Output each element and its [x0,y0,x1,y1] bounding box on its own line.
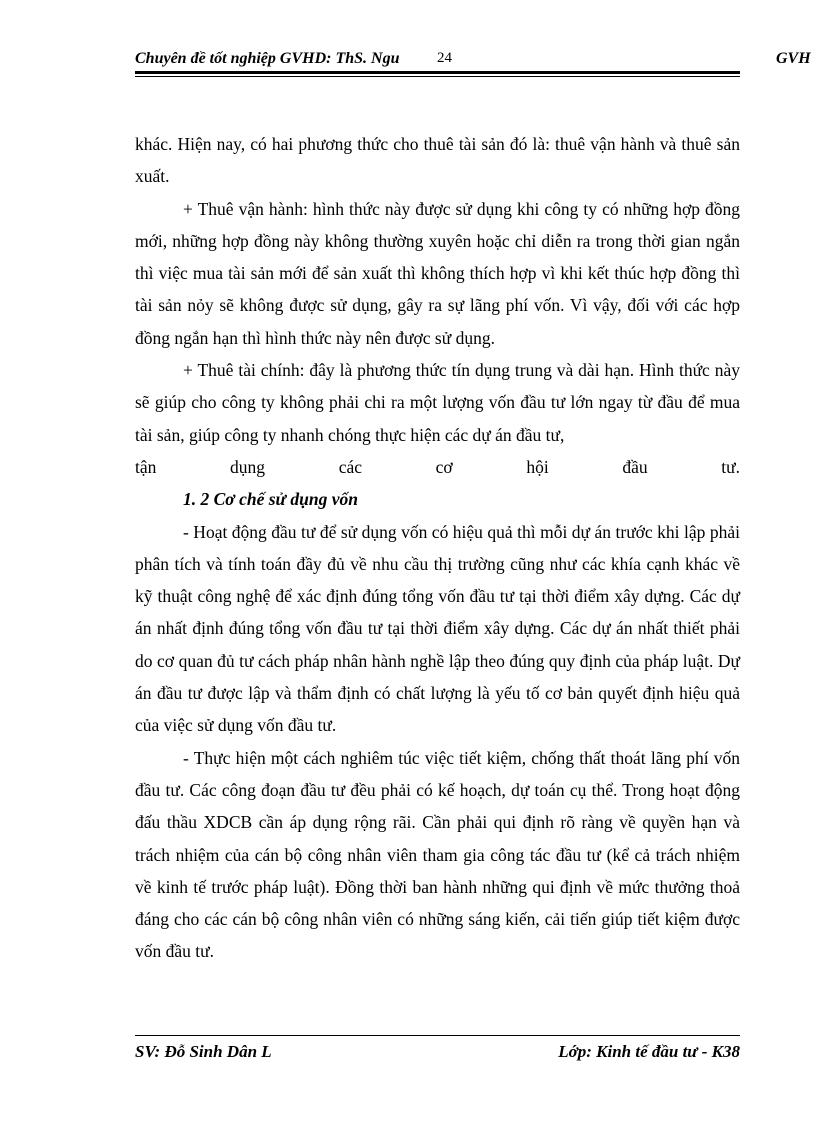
paragraph-4: - Hoạt động đầu tư để sử dụng vốn có hiệu quả thì mỗi dự án trước khi lập phải phân tích và tính toán đầy đủ về nhu cầu thị trường cũng như các khía cạnh khác về kỹ thuật công nghệ để xác định đúng tổng vốn đầu tư tại thời điểm xây dựng. Các dự án nhất định đúng tổng vốn đầu tư tại thời điểm xây dựng. Các dự án nhất thiết phải do cơ quan đủ tư cách pháp nhân hành nghề lập theo đúng quy định của pháp luật. Dự án đầu tư được lập và thẩm định có chất lượng là yếu tố cơ bản quyết định hiệu quả của việc sử dụng vốn đầu tư. [135,521,740,736]
footer-class: Lớp: Kinh tế đầu tư - K38 [558,1042,740,1061]
paragraph-2: + Thuê vận hành: hình thức này được sử dụng khi công ty có những hợp đồng mới, những hợp đồng này không thường xuyên hoặc chỉ diễn ra trong thời gian ngắn thì việc mua tài sản mới để sản xuất thì không thích hợp vì khi kết thúc hợp đồng thì tài sản nỏy sẽ không được sử dụng, gây ra sự lãng phí vốn. Vì vậy, đối với các hợp đồng ngắn hạn thì hình thức này nên được sử dụng. [135,198,740,348]
paragraph-3-last-line: tận dụng các cơ hội đầu tư. [135,456,740,477]
footer-rule [135,1035,740,1036]
footer-student: SV: Đỗ Sinh Dân L [135,1042,272,1061]
section-heading: 1. 2 Cơ chế sử dụng vốn [183,489,358,510]
header-rule-thick [135,71,740,74]
document-body [135,128,740,968]
paragraph-5: - Thực hiện một cách nghiêm túc việc tiết kiệm, chống thất thoát lãng phí vốn đầu tư. Các công đoạn đầu tư đều phải có kế hoạch, dự toán cụ thể. Trong hoạt động đấu thầu XDCB cần áp dụng rộng rãi. Cần phải qui định rõ ràng về quyền hạn và trách nhiệm của cán bộ công nhân viên tham gia công tác đầu tư (kể cả trách nhiệm về kinh tế trước pháp luật). Đồng thời ban hành những qui định về mức thưởng thoả đáng cho các cán bộ công nhân viên có những sáng kiến, cải tiến giúp tiết kiệm được vốn đầu tư. [135,747,740,962]
paragraph-3: + Thuê tài chính: đây là phương thức tín dụng trung và dài hạn. Hình thức này sẽ giúp cho công ty không phải chi ra một lượng vốn đầu tư lớn ngay từ đầu để mua tài sản, giúp công ty nhanh chóng thực hiện các dự án đầu tư, [135,360,740,445]
header-title: Chuyên đề tốt nghiệp GVHD: ThS. Ngu [135,50,400,67]
paragraph-1: khác. Hiện nay, có hai phương thức cho thuê tài sản đó là: thuê vận hành và thuê sản xuất. [135,134,740,187]
header-rule-thin [135,76,740,77]
header-right-text: GVH [776,50,811,67]
page-number: 24 [437,50,452,66]
